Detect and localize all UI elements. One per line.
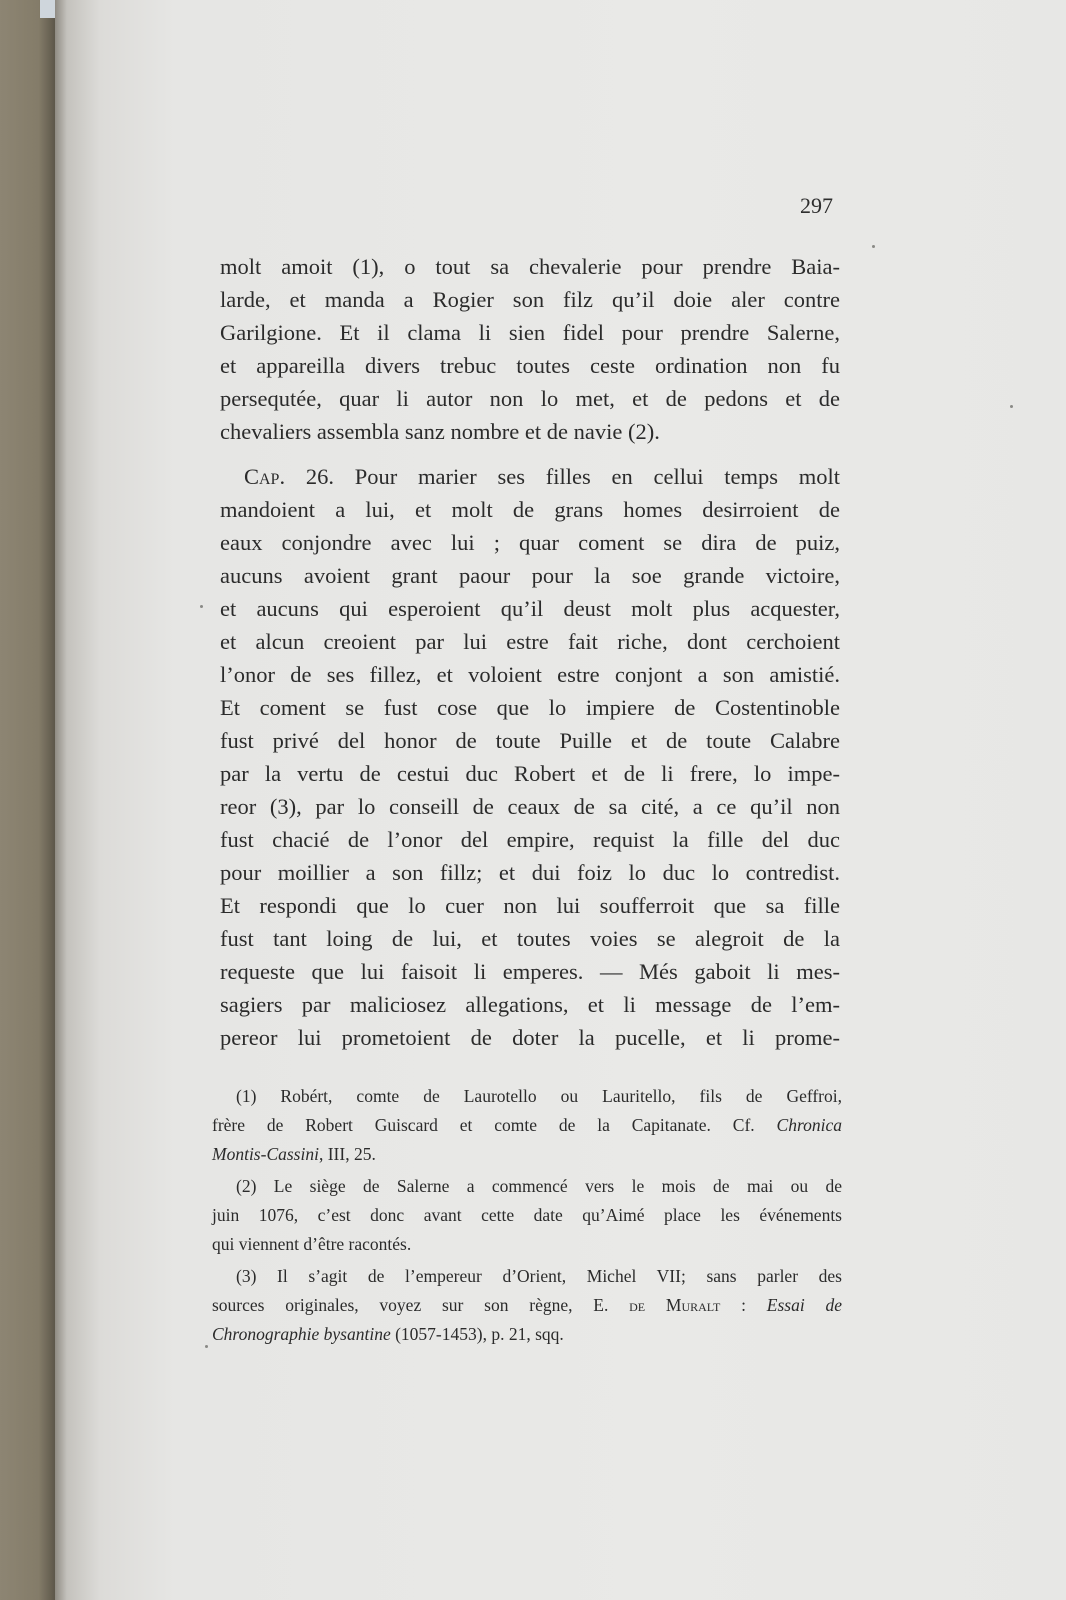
page-number: 297 <box>800 193 833 218</box>
book-spine-cover <box>0 0 55 1600</box>
chapter-text: 26. Pour marier ses filles en cellui temps molt <box>285 464 840 489</box>
footnote-marker: (3) <box>236 1266 257 1286</box>
text-line: persequtée, quar li autor non lo met, et de pedons et de <box>220 386 840 411</box>
text-line: et appareilla divers trebuc toutes ceste ordination non fu <box>220 353 840 378</box>
footnote-line <box>212 1111 842 1140</box>
text-line: reor (3), par lo conseill de ceaux de sa cité, a ce qu’il non <box>220 794 840 819</box>
footnote-text: , III, 25. <box>318 1144 376 1164</box>
footnote-marker: (1) <box>236 1086 257 1106</box>
text-line: et alcun creoient par lui estre fait riche, dont cerchoient <box>220 629 840 654</box>
footnote-line <box>212 1172 842 1201</box>
text-line: fust privé del honor de toute Puille et de toute Calabre <box>220 728 840 753</box>
text-line: sagiers par maliciosez allegations, et li message de l’em- <box>220 992 840 1017</box>
paper-speck <box>200 605 203 608</box>
text-line: mandoient a lui, et molt de grans homes desirroient de <box>220 497 840 522</box>
text-line <box>220 460 840 493</box>
main-text <box>220 250 840 1054</box>
footnote-line: juin 1076, c’est donc avant cette date qu’Aimé place les événements <box>212 1205 842 1225</box>
paper-speck <box>1010 405 1013 408</box>
text-line: Garilgione. Et il clama li sien fidel pour prendre Salerne, <box>220 320 840 345</box>
text-line: fust chacié de l’onor del empire, requist la fille del duc <box>220 827 840 852</box>
footnote-line: qui viennent d’être racontés. <box>212 1234 412 1254</box>
footnote-text: Il s’agit de l’empereur d’Orient, Michel VII; sans parler des <box>256 1266 842 1286</box>
footnote-line <box>212 1140 842 1169</box>
footnote-text: frère de Robert Guiscard et comte de la Capitanate. Cf. <box>212 1115 777 1135</box>
italic-title: Montis-Cassini <box>212 1144 319 1164</box>
footnote-line <box>212 1262 842 1291</box>
footnote-3 <box>212 1262 842 1349</box>
paper-speck <box>872 245 875 248</box>
paper-speck <box>205 1345 208 1348</box>
footnote-text: : <box>720 1295 767 1315</box>
text-line: requeste que lui faisoit li emperes. — Més gaboit li mes- <box>220 959 840 984</box>
footnote-text: sources originales, voyez sur son règne, E. <box>212 1295 630 1315</box>
italic-title: Chronica <box>776 1115 842 1135</box>
footnote-text: Le siège de Salerne a commencé vers le mois de mai ou de <box>256 1176 842 1196</box>
footnote-text: Robért, comte de Laurotello ou Lauritello, fils de Geffroi, <box>256 1086 842 1106</box>
text-line: Et respondi que lo cuer non lui soufferroit que sa fille <box>220 893 840 918</box>
italic-title: Essai de <box>766 1295 842 1315</box>
footnote-line <box>212 1320 842 1349</box>
text-line: Et coment se fust cose que lo impiere de Costentinoble <box>220 695 840 720</box>
text-line: larde, et manda a Rogier son filz qu’il doie aler contre <box>220 287 840 312</box>
text-line: chevaliers assembla sanz nombre et de navie (2). <box>220 419 660 444</box>
footnote-2 <box>212 1172 842 1259</box>
author-name: de Muralt <box>629 1295 721 1315</box>
text-line: pour moillier a son fillz; et dui foiz lo duc lo contredist. <box>220 860 840 885</box>
footnote-line <box>212 1082 842 1111</box>
text-line: pereor lui prometoient de doter la pucelle, et li prome- <box>220 1025 840 1050</box>
footnote-marker: (2) <box>236 1176 257 1196</box>
text-line: eaux conjondre avec lui ; quar coment se dira de puiz, <box>220 530 840 555</box>
text-line: par la vertu de cestui duc Robert et de li frere, lo impe- <box>220 761 840 786</box>
text-line: fust tant loing de lui, et toutes voies se alegroit de la <box>220 926 840 951</box>
footnote-line <box>212 1291 842 1320</box>
italic-title: Chronographie bysantine <box>212 1324 391 1344</box>
text-line: l’onor de ses fillez, et voloient estre conjont a son amistié. <box>220 662 840 687</box>
footnotes <box>212 1082 842 1352</box>
footnote-text: (1057-1453), p. 21, sqq. <box>390 1324 564 1344</box>
footnote-1 <box>212 1082 842 1169</box>
text-line: et aucuns qui esperoient qu’il deust molt plus acquester, <box>220 596 840 621</box>
chapter-label: Cap. <box>244 464 286 489</box>
paragraph-1 <box>220 250 840 448</box>
text-line: aucuns avoient grant paour pour la soe grande victoire, <box>220 563 840 588</box>
paragraph-2 <box>220 460 840 1054</box>
text-line: molt amoit (1), o tout sa chevalerie pour prendre Baia- <box>220 254 840 279</box>
